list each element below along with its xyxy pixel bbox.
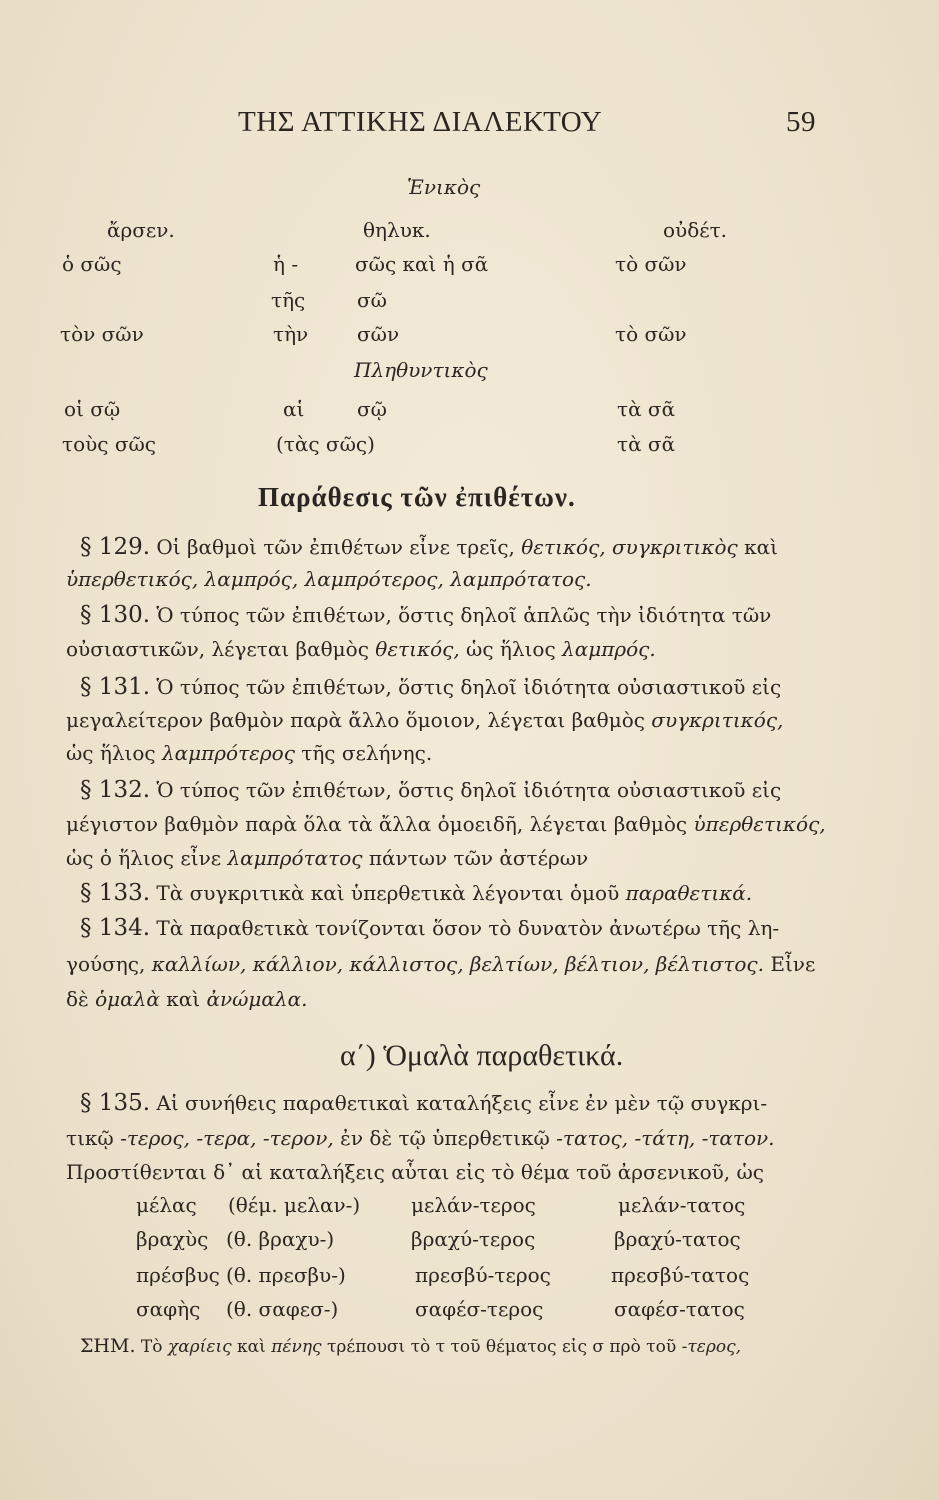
example-comparative: πρεσβύ-τερος xyxy=(415,1263,551,1287)
pl-acc-masc: τοὺς σῶς xyxy=(62,432,156,456)
col-feminine: θηλυκ. xyxy=(363,218,431,242)
text-run: ὡς ὁ ἥλιος εἶνε xyxy=(66,846,222,870)
text-run: τῆς σελήνης. xyxy=(301,741,433,765)
italic-term: -τερος, xyxy=(681,1337,742,1357)
sg-gen-fem: σῶ xyxy=(357,288,387,312)
example-superlative: βραχύ-τατος xyxy=(614,1227,741,1251)
paragraph-number: § 129. xyxy=(80,534,151,560)
italic-term: χαρίεις xyxy=(167,1337,232,1357)
paragraph-134-line-3 xyxy=(66,987,307,1011)
text-run: ἐν δὲ τῷ ὑπερθετικῷ xyxy=(340,1126,550,1150)
example-comparative: σαφέσ-τερος xyxy=(415,1297,544,1321)
example-stem: (θ. σαφεσ-) xyxy=(226,1297,339,1321)
italic-term: -τερος, -τερα, -τερον, xyxy=(120,1126,334,1150)
paragraph-132-line-2 xyxy=(66,812,826,836)
italic-term: παραθετικά. xyxy=(625,881,753,905)
italic-term: -τατος, -τάτη, -τατον. xyxy=(556,1126,775,1150)
paragraph-135-line-2 xyxy=(66,1126,775,1150)
col-neuter: οὐδέτ. xyxy=(663,218,728,242)
sg-nom-fem: σῶς καὶ ἡ σᾶ xyxy=(355,252,489,276)
text-run: Τὰ συγκριτικὰ καὶ ὑπερθετικὰ λέγονται ὁμοῦ xyxy=(156,881,620,905)
pl-nom-masc: οἱ σῷ xyxy=(64,397,121,421)
text-run: Ὁ τύπος τῶν ἐπιθέτων, ὅστις δηλοῖ ἰδιότητα οὐσιαστικοῦ εἰς xyxy=(156,675,782,699)
text-run: τρέπουσι τὸ τ τοῦ θέματος εἰς σ πρὸ τοῦ xyxy=(326,1337,677,1357)
sg-acc-neut: τὸ σῶν xyxy=(615,322,687,346)
page-number: 59 xyxy=(786,106,816,138)
paragraph-130-line-1 xyxy=(80,602,771,628)
text-run: Αἱ συνήθεις παραθετικαὶ καταλήξεις εἶνε ἐν μὲν τῷ συγκρι- xyxy=(156,1091,768,1115)
text-run: μέγιστον βαθμὸν παρὰ ὅλα τὰ ἄλλα ὁμοειδῆ, λέγεται βαθμὸς xyxy=(66,812,688,836)
paragraph-number: § 135. xyxy=(80,1090,151,1116)
paragraph-number: § 134. xyxy=(80,915,151,941)
italic-term: λαμπρός. xyxy=(562,637,656,661)
pl-acc-fem: (τὰς σῶς) xyxy=(276,432,375,456)
example-word: μέλας xyxy=(136,1193,197,1217)
sg-nom-masc: ὁ σῶς xyxy=(62,252,122,276)
italic-term: θετικός, συγκριτικὸς xyxy=(521,535,738,559)
text-run: καὶ xyxy=(166,987,201,1011)
sg-acc-fem: σῶν xyxy=(357,322,400,346)
plural-label: Πληθυντικὸς xyxy=(354,358,488,382)
pl-acc-neut: τὰ σᾶ xyxy=(617,432,676,456)
example-word: πρέσβυς xyxy=(136,1263,220,1287)
italic-term: καλλίων, κάλλιον, κάλλιστος, βελτίων, βέλτιον, βέλτιστος. xyxy=(151,952,764,976)
note-label: ΣΗΜ. xyxy=(80,1335,136,1357)
pl-nom-fem: σῷ xyxy=(357,397,387,421)
text-run: καὶ xyxy=(237,1337,266,1357)
sg-nom-neut: τὸ σῶν xyxy=(615,252,687,276)
text-run: Ὁ τύπος τῶν ἐπιθέτων, ὅστις δηλοῖ ἰδιότητα οὐσιαστικοῦ εἰς xyxy=(156,778,782,802)
paragraph-132-line-1 xyxy=(80,777,781,803)
example-comparative: βραχύ-τερος xyxy=(411,1227,536,1251)
italic-term: λαμπρότατος xyxy=(227,846,363,870)
example-stem: (θ. βραχυ-) xyxy=(226,1227,335,1251)
paragraph-133-line-1 xyxy=(80,880,752,906)
paragraph-131-line-1 xyxy=(80,674,781,700)
example-superlative: μελάν-τατος xyxy=(618,1193,746,1217)
example-word: σαφὴς xyxy=(136,1297,201,1321)
text-run: δὲ xyxy=(66,987,89,1011)
example-superlative: σαφέσ-τατος xyxy=(614,1297,745,1321)
text-run: γούσης, xyxy=(66,952,146,976)
sg-gen-fem-article: τῆς xyxy=(271,288,306,312)
paragraph-129-line-2: ὑπερθετικός, λαμπρός, λαμπρότερος, λαμπρότατος. xyxy=(66,567,592,591)
text-run: τικῷ xyxy=(66,1126,114,1150)
paragraph-132-line-3 xyxy=(66,846,588,870)
paragraph-number: § 132. xyxy=(80,777,151,803)
sg-nom-fem-article: ἡ - xyxy=(273,252,299,276)
paragraph-number: § 133. xyxy=(80,880,151,906)
text-run: καὶ xyxy=(744,535,778,559)
text-run: ὡς ἥλιος xyxy=(66,741,156,765)
example-word: βραχὺς xyxy=(136,1227,209,1251)
example-stem: (θ. πρεσβυ-) xyxy=(226,1263,346,1287)
paragraph-number: § 130. xyxy=(80,602,151,628)
italic-term: θετικός, xyxy=(375,637,460,661)
italic-term: ὁμαλὰ xyxy=(95,987,160,1011)
paragraph-135-line-1 xyxy=(80,1090,767,1116)
col-masculine: ἄρσεν. xyxy=(107,218,175,242)
sg-acc-fem-article: τὴν xyxy=(273,322,309,346)
sg-acc-masc: τὸν σῶν xyxy=(60,322,144,346)
paragraph-131-line-2 xyxy=(66,708,783,732)
paragraph-135-line-3: Προστίθενται δ᾽ αἱ καταλήξεις αὗται εἰς τὸ θέμα τοῦ ἀρσενικοῦ, ὡς xyxy=(66,1160,764,1184)
pl-nom-fem-article: αἱ xyxy=(283,397,305,421)
singular-label: Ἑνικὸς xyxy=(407,175,481,199)
text-run: οὐσιαστικῶν, λέγεται βαθμὸς xyxy=(66,637,369,661)
italic-term: ὑπερθετικός, xyxy=(693,812,826,836)
subsection-heading: α΄) Ὁμαλὰ παραθετικά. xyxy=(340,1039,624,1072)
text-run: Ὁ τύπος τῶν ἐπιθέτων, ὅστις δηλοῖ ἁπλῶς τὴν ἰδιότητα τῶν xyxy=(156,603,772,627)
example-stem: (θέμ. μελαν-) xyxy=(228,1193,361,1217)
section-heading: Παράθεσις τῶν ἐπιθέτων. xyxy=(258,482,576,512)
footnote xyxy=(80,1335,741,1357)
paragraph-129-line-1 xyxy=(80,534,778,560)
pl-nom-neut: τὰ σᾶ xyxy=(617,397,676,421)
italic-term: λαμπρότερος xyxy=(161,741,295,765)
running-header-title: ΤΗΣ ΑΤΤΙΚΗΣ ΔΙΑΛΕΚΤΟΥ xyxy=(238,106,603,138)
italic-term: ἀνώμαλα. xyxy=(206,987,308,1011)
text-run: Τὸ xyxy=(140,1337,163,1357)
paragraph-134-line-2 xyxy=(66,952,815,976)
text-run: ὡς ἥλιος xyxy=(466,637,556,661)
text-run: Εἶνε xyxy=(770,952,816,976)
italic-term: πένης xyxy=(271,1337,322,1357)
italic-term: συγκριτικός, xyxy=(651,708,784,732)
example-superlative: πρεσβύ-τατος xyxy=(611,1263,750,1287)
paragraph-131-line-3 xyxy=(66,741,432,765)
paragraph-134-line-1 xyxy=(80,915,779,941)
example-comparative: μελάν-τερος xyxy=(411,1193,536,1217)
paragraph-number: § 131. xyxy=(80,674,151,700)
text-run: μεγαλείτερον βαθμὸν παρὰ ἄλλο ὅμοιον, λέγεται βαθμὸς xyxy=(66,708,645,732)
text-run: Οἱ βαθμοὶ τῶν ἐπιθέτων εἶνε τρεῖς, xyxy=(156,535,515,559)
text-run: Τὰ παραθετικὰ τονίζονται ὅσον τὸ δυνατὸν ἀνωτέρω τῆς λη- xyxy=(156,916,780,940)
paragraph-130-line-2 xyxy=(66,637,656,661)
text-run: πάντων τῶν ἀστέρων xyxy=(368,846,589,870)
